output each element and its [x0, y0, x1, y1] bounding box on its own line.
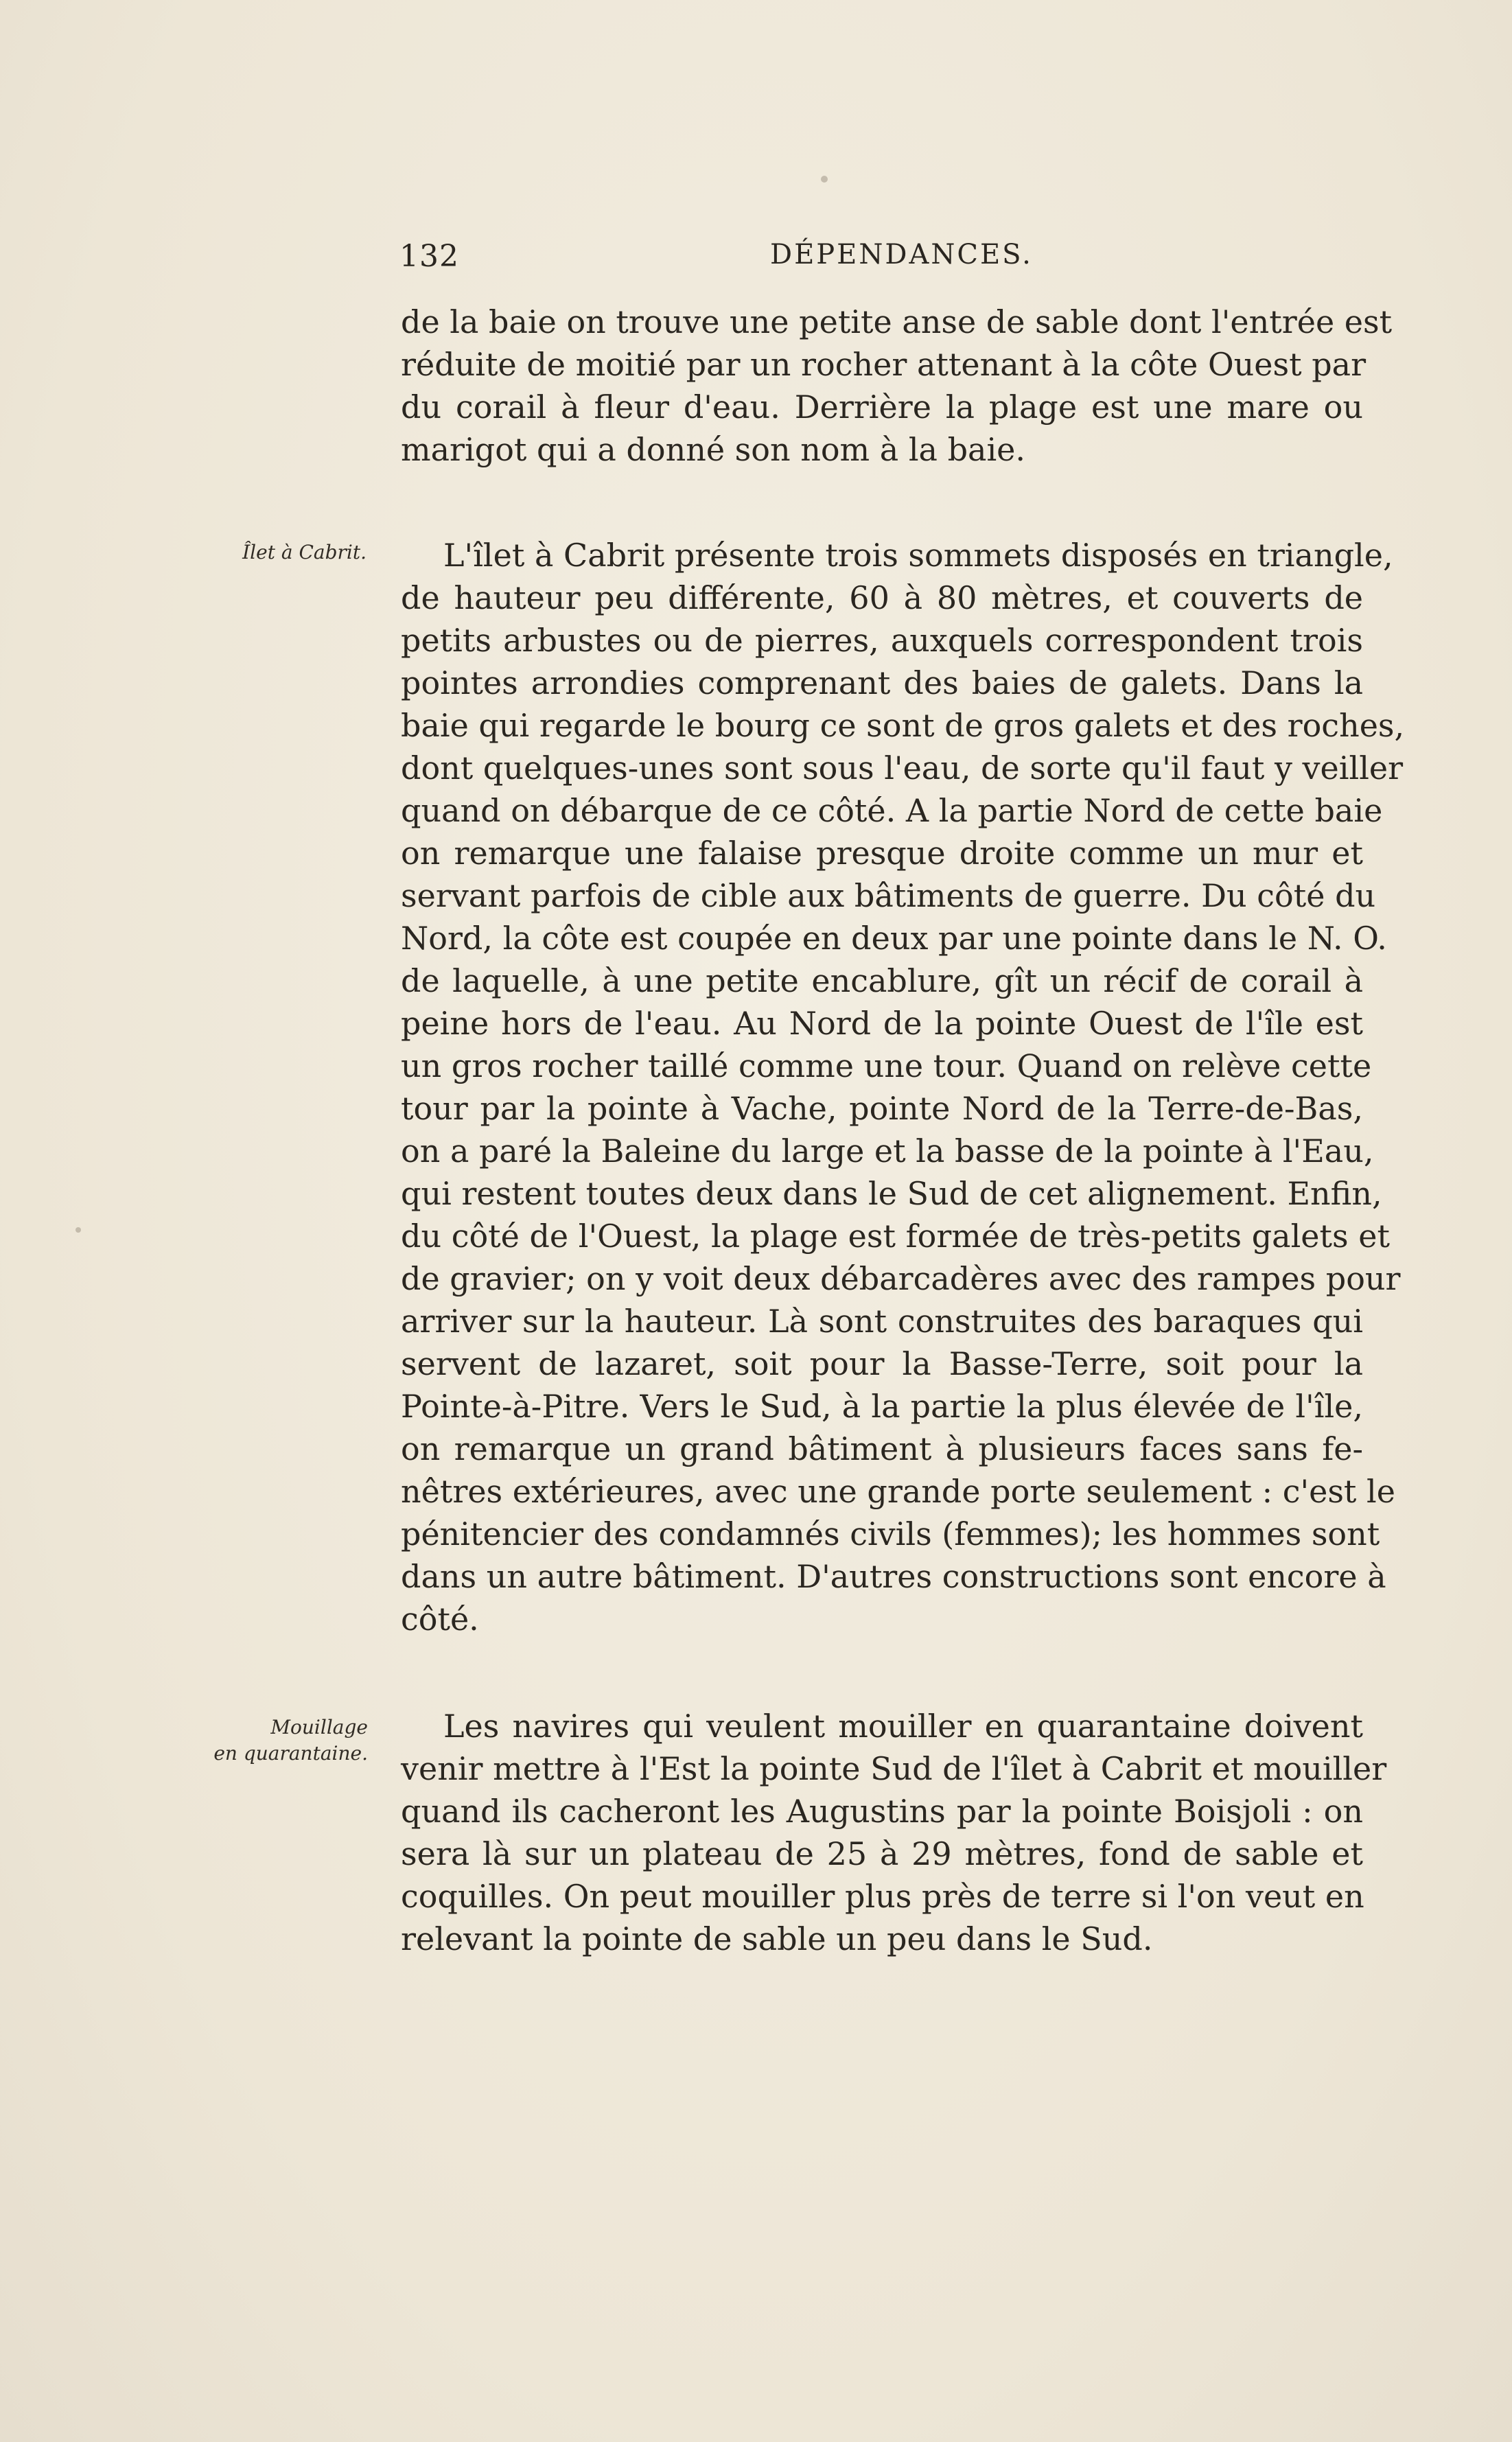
text-line: sera là sur un plateau de 25 à 29 mètres, fond de sable et — [401, 1835, 1363, 1872]
text-line: dont quelques-unes sont sous l'eau, de sorte qu'il faut y veiller — [401, 749, 1404, 787]
paper-speck — [821, 176, 828, 183]
text-line: coquilles. On peut mouiller plus près de terre si l'on veut en — [401, 1878, 1364, 1915]
text-line: de laquelle, à une petite encablure, gît un récif de corail à — [401, 962, 1363, 999]
text-line: tour par la pointe à Vache, pointe Nord de la Terre-de-Bas, — [401, 1090, 1363, 1127]
text-line: côté. — [401, 1601, 479, 1638]
text-line: peine hors de l'eau. Au Nord de la pointe Ouest de l'île est — [401, 1005, 1363, 1042]
text-line: réduite de moitié par un rocher attenant à la côte Ouest par — [401, 346, 1366, 383]
text-line: on remarque un grand bâtiment à plusieurs faces sans fe- — [401, 1430, 1363, 1467]
text-line: pointes arrondies comprenant des baies de galets. Dans la — [401, 664, 1363, 701]
text-line: on remarque une falaise presque droite comme un mur et — [401, 835, 1363, 872]
margin-note-line: Îlet à Cabrit. — [242, 541, 367, 563]
running-head — [399, 239, 1360, 280]
text-line: quand ils cacheront les Augustins par la pointe Boisjoli : on — [401, 1793, 1363, 1830]
text-line: arriver sur la hauteur. Là sont construites des baraques qui — [401, 1303, 1363, 1340]
paragraph-2 — [401, 534, 1405, 1640]
margin-note-ilet-a-cabrit — [206, 539, 367, 566]
text-line: de la baie on trouve une petite anse de sable dont l'entrée est — [401, 303, 1393, 340]
text-line: Pointe-à-Pitre. Vers le Sud, à la partie la plus élevée de l'île, — [401, 1388, 1363, 1425]
text-line: L'îlet à Cabrit présente trois sommets disposés en triangle, — [443, 537, 1393, 574]
text-line: du côté de l'Ouest, la plage est formée de très-petits galets et — [401, 1218, 1390, 1255]
paragraph-1 — [401, 301, 1393, 471]
text-line: on a paré la Baleine du large et la basse de la pointe à l'Eau, — [401, 1132, 1374, 1170]
text-line: marigot qui a donné son nom à la baie. — [401, 431, 1026, 468]
text-line: dans un autre bâtiment. D'autres constructions sont encore à — [401, 1558, 1386, 1595]
text-line: pénitencier des condamnés civils (femmes); les hommes sont — [401, 1515, 1380, 1553]
text-line: baie qui regarde le bourg ce sont de gros galets et des roches, — [401, 707, 1405, 744]
text-line: de hauteur peu différente, 60 à 80 mètres, et couverts de — [401, 579, 1363, 616]
running-title: DÉPENDANCES. — [770, 239, 1033, 270]
text-line: venir mettre à l'Est la pointe Sud de l'îlet à Cabrit et mouiller — [401, 1750, 1387, 1787]
page-number: 132 — [399, 239, 459, 274]
margin-note-line: Mouillage — [270, 1716, 368, 1739]
text-line: Nord, la côte est coupée en deux par une pointe dans le N. O. — [401, 920, 1387, 957]
text-line: quand on débarque de ce côté. A la partie Nord de cette baie — [401, 792, 1383, 829]
text-line: du corail à fleur d'eau. Derrière la plage est une mare ou — [401, 388, 1363, 426]
text-line: qui restent toutes deux dans le Sud de cet alignement. Enfin, — [401, 1175, 1382, 1212]
text-line: Les navires qui veulent mouiller en quarantaine doivent — [443, 1708, 1363, 1745]
text-line: nêtres extérieures, avec une grande porte seulement : c'est le — [401, 1473, 1395, 1510]
paragraph-3 — [401, 1705, 1387, 1960]
margin-note-line: en quarantaine. — [213, 1742, 368, 1765]
text-line: petits arbustes ou de pierres, auxquels correspondent trois — [401, 622, 1363, 659]
text-line: de gravier; on y voit deux débarcadères avec des rampes pour — [401, 1260, 1401, 1297]
text-line: un gros rocher taillé comme une tour. Quand on relève cette — [401, 1047, 1372, 1084]
text-line: servent de lazaret, soit pour la Basse-Terre, soit pour la — [401, 1345, 1363, 1382]
margin-note-mouillage — [206, 1714, 368, 1767]
paper-speck — [75, 1227, 81, 1233]
text-line: servant parfois de cible aux bâtiments de guerre. Du côté du — [401, 877, 1376, 914]
text-line: relevant la pointe de sable un peu dans le Sud. — [401, 1920, 1153, 1957]
